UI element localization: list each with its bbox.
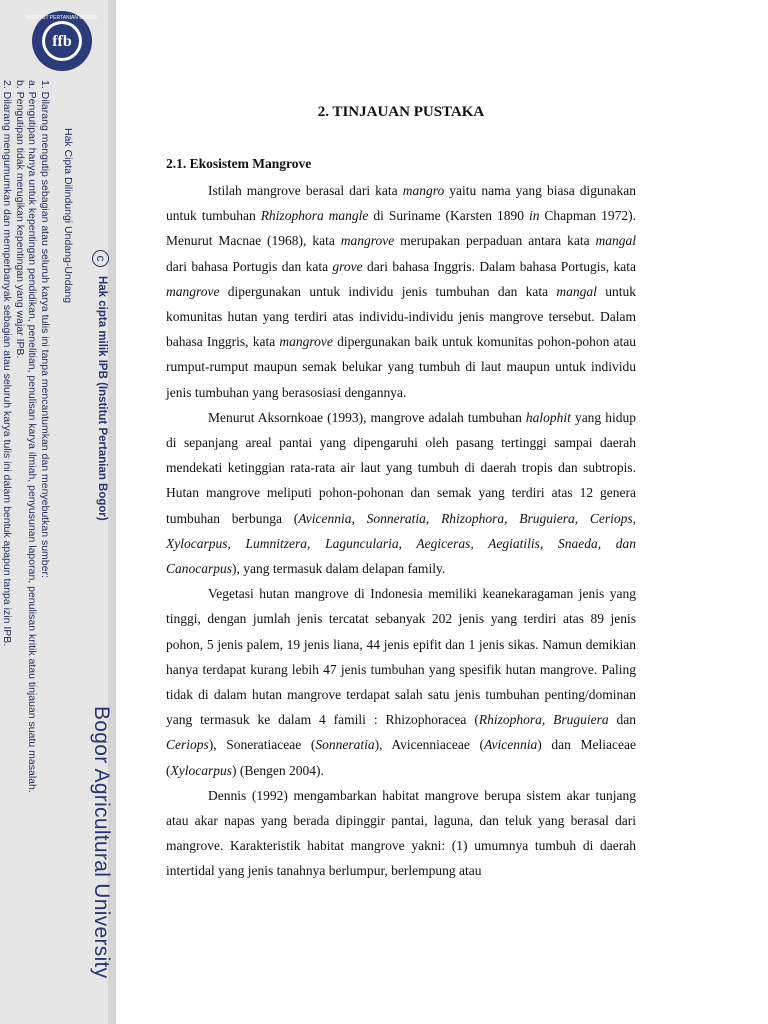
legal-2: 2. Dilarang mengumumkan dan memperbanyak sebagian atau seluruh karya tulis ini dalam bentuk apapun tanpa izin IPB. (1, 80, 13, 647)
copyright-symbol: c (92, 250, 110, 267)
paragraph: Menurut Aksornkoae (1993), mangrove adalah tumbuhan halophit yang hidup di sepanjang areal pantai yang dipengaruhi oleh pasang tertinggi sampai daerah mendekati ketinggian rata-rata air laut yang tumbuh di daerah tropis dan subtropis. Hutan mangrove meliputi pohon-pohonan dan semak yang terdiri atas 12 genera tumbuhan berbunga (Avicennia, Sonneratia, Rhizophora, Bruguiera, Ceriops, Xylocarpus, Lumnitzera, Laguncularia, Aegiceras, Aegiatilis, Snaeda, dan Canocarpus), yang termasuk dalam delapan family. (166, 409, 637, 577)
paragraph: Istilah mangrove berasal dari kata mangro yaitu nama yang biasa digunakan untuk tumbuhan Rhizophora mangle di Suriname (Karsten 1890 in Chapman 1972). Menurut Macnae (1968), kata mangrove merupakan perpaduan antara kata mangal dari bahasa Portugis dan kata grove dari bahasa Inggris. Dalam bahasa Portugis, kata mangrove dipergunakan untuk individu jenis tumbuhan dan kata mangal untuk komunitas hutan yang terdiri atas individu-individu jenis mangrove tersebut. Dalam bahasa Inggris, kata mangrove dipergunakan baik untuk komunitas pohon-pohon atau rumput-rumput maupun semak belukar yang tumbuh di laut maupun untuk individu jenis tumbuhan yang berasosiasi dengannya. (166, 183, 637, 400)
chapter-title: 2. TINJAUAN PUSTAKA (317, 104, 485, 120)
logo-text: INSTITUT PERTANIAN BOGOR (26, 15, 98, 21)
paragraph: Dennis (1992) mengambarkan habitat mangrove berupa sistem akar tunjang atau akar napas yang berada dipinggir pantai, laguna, dan teluk yang berasal dari mangrove. Karakteristik habitat mangrove yakni: (1) umumnya tumbuh di daerah intertidal yang jenis tanahnya berlumpur, berlempung atau (166, 787, 636, 879)
svg-text:ffb: ffb (52, 33, 72, 50)
copyright-notice: Hak cipta milik IPB (Institut Pertanian Bogor) (96, 276, 108, 521)
legal-1a: a. Pengutipan hanya untuk kepentingan pendidikan, penelitian, penulisan karya ilmiah, penyusunan laporan, penulisan kritik atau tinjauan suatu masalah. (26, 80, 38, 793)
section-heading: 2.1. Ekosistem Mangrove (166, 156, 312, 171)
body-text (166, 178, 636, 884)
paragraph: Vegetasi hutan mangrove di Indonesia memiliki keanekaragaman jenis yang tinggi, dengan jumlah jenis tercatat sebanyak 202 jenis yang terdiri atas 89 jenis pohon, 5 jenis palem, 19 jenis liana, 44 jenis epifit dan 1 jenis sikas. Namun demikian hanya terdapat kurang lebih 47 jenis tumbuhan yang spesifik hutan mangrove. Paling tidak di dalam hutan mangrove terdapat salah satu jenis tumbuhan penting/dominan yang termasuk ke dalam 4 famili : Rhizophoracea (Rhizophora, Bruguiera dan Ceriops), Soneratiaceae (Sonneratia), Avicenniaceae (Avicennia) dan Meliaceae (Xylocarpus) (Bengen 2004). (166, 586, 636, 778)
university-name: Bogor Agricultural University (90, 706, 113, 979)
ipb-copyright-sidebar (0, 0, 116, 1024)
legal-title: Hak Cipta Dilindungi Undang-Undang (62, 128, 74, 304)
ipb-logo (26, 10, 98, 72)
legal-1: 1. Dilarang mengutip sebagian atau seluruh karya tulis ini tanpa mencantumkan dan menyebutkan sumber: (39, 80, 51, 578)
legal-1b: b. Pengutipan tidak merugikan kepentingan yang wajar IPB. (14, 80, 26, 359)
